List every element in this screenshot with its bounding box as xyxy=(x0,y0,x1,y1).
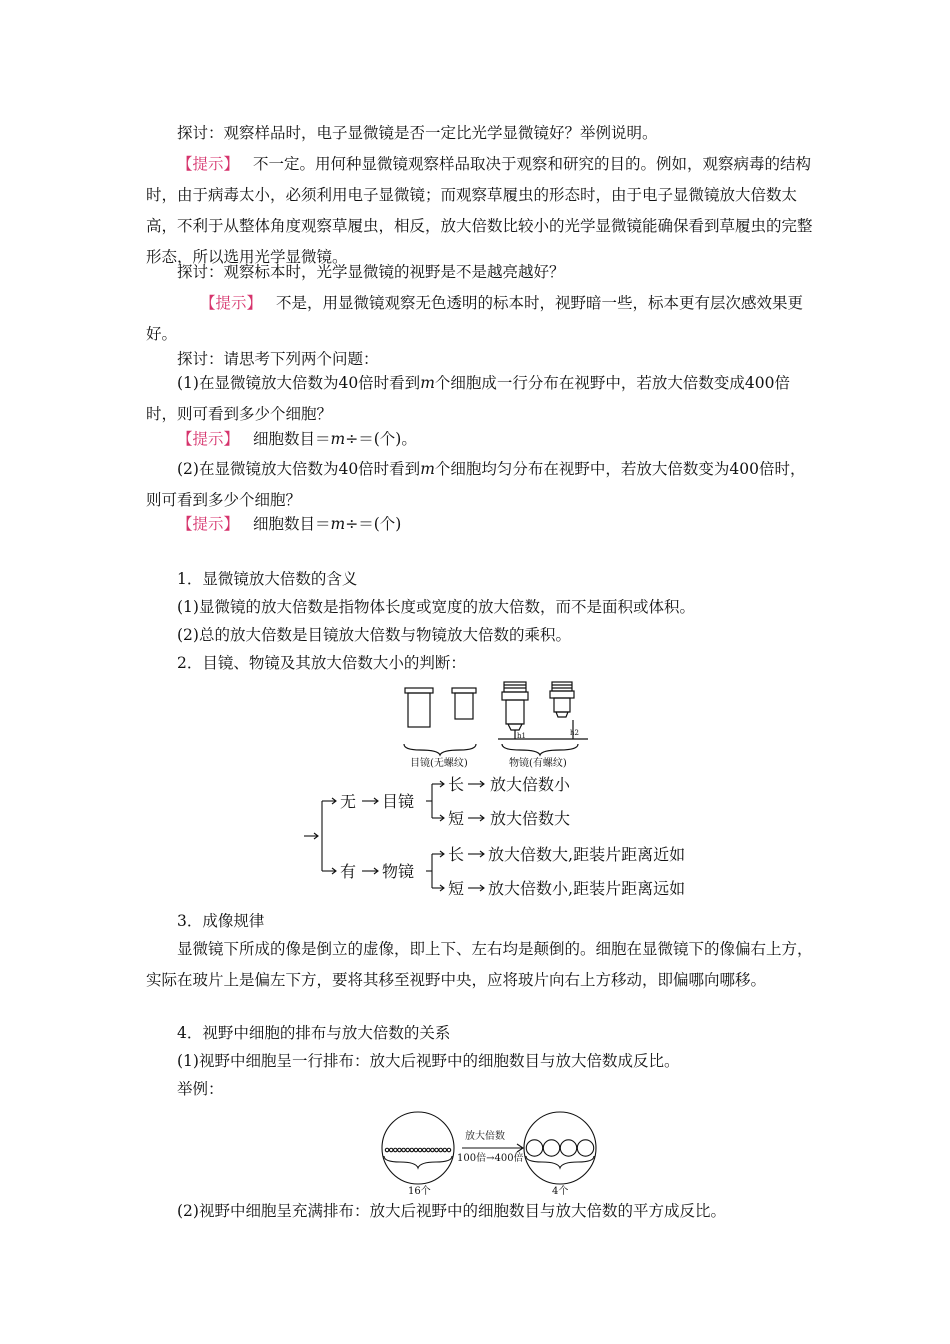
cell-icon xyxy=(577,1140,593,1156)
answer-1-text: 不一定。用何种显微镜观察样品取决于观察和研究的目的。例如，观察病毒的结构时，由于病毒太小，必须利用电子显微镜；而观察草履虫的形态时，由于电子显微镜放大倍数太高，不利于从整体角度观察草履虫，相反，放大倍数比较小的光学显微镜能确保看到草履虫的完整形态，所以选用光学显微镜。 xyxy=(146,155,813,266)
tree-no: 无 xyxy=(340,792,357,811)
tree-eyepiece: 目镜 xyxy=(382,792,415,811)
section-3-body: 显微镜下所成的像是倒立的虚像，即上下、左右均是颠倒的。细胞在显微镜下的像偏右上方，实际在玻片上是偏左下方，要将其移至视野中央，应将玻片向右上方移动，即偏哪向哪移。 xyxy=(146,940,813,989)
a3-2-text-a: 细胞数目＝ xyxy=(253,515,331,533)
cell-icon xyxy=(422,1148,426,1152)
q3-1-text-a: (1)在显微镜放大倍数为40倍时看到 xyxy=(177,374,421,392)
answer-3-2 xyxy=(146,509,816,540)
answer-3-1 xyxy=(146,424,816,455)
h2-label: h2 xyxy=(570,729,579,737)
right-count-label: 4个 xyxy=(552,1186,569,1196)
section-1-item-1: (1)显微镜的放大倍数是指物体长度或宽度的放大倍数，而不是面积或体积。 xyxy=(177,598,695,616)
tree-obj-short-result: 放大倍数小,距装片距离远如 xyxy=(488,879,686,898)
q3-2-text-b: 个细胞均匀分布在视野中，若放大倍数变为400倍时，则可看到多少个细胞？ xyxy=(146,460,806,509)
answer-2 xyxy=(146,288,816,350)
tree-obj-short: 短 xyxy=(448,879,465,898)
eyepiece-short-icon xyxy=(455,693,473,719)
section-4-example: 举例： xyxy=(177,1080,224,1098)
answer-2-text: 不是，用显微镜观察无色透明的标本时，视野暗一些，标本更有层次感效果更好。 xyxy=(146,294,804,343)
question-3: 探讨：请思考下列两个问题： xyxy=(177,350,379,368)
variable-m: m xyxy=(420,460,435,478)
cell-icon xyxy=(431,1148,435,1152)
variable-m: m xyxy=(420,374,435,392)
h1-label: h1 xyxy=(517,732,526,740)
cell-icon xyxy=(427,1148,431,1152)
tip-label: 【提示】 xyxy=(177,515,240,533)
cell-icon xyxy=(418,1148,422,1152)
question-1: 探讨：观察样品时，电子显微镜是否一定比光学显微镜好？举例说明。 xyxy=(177,124,658,142)
eyepiece-caption: 目镜(无螺纹) xyxy=(410,758,468,768)
section-1-title: 1．显微镜放大倍数的含义 xyxy=(177,570,358,588)
right-cell-brace xyxy=(526,1156,594,1168)
cell-icon xyxy=(526,1140,542,1156)
tree-yes: 有 xyxy=(340,862,357,881)
tree-objective: 物镜 xyxy=(382,862,415,881)
question-3-2 xyxy=(146,454,816,516)
tip-label: 【提示】 xyxy=(177,155,240,173)
right-cell-row xyxy=(526,1140,593,1156)
cell-icon xyxy=(394,1148,398,1152)
tree-eye-long: 长 xyxy=(448,775,465,794)
tree-eye-short-result: 放大倍数大 xyxy=(490,809,571,828)
tree-eye-short: 短 xyxy=(448,809,465,828)
cell-icon xyxy=(443,1148,447,1152)
cell-icon xyxy=(439,1148,443,1152)
lens-decision-tree xyxy=(300,770,720,906)
cell-icon xyxy=(385,1148,389,1152)
a3-1-text-b: ÷＝(个)。 xyxy=(345,430,417,448)
tip-label: 【提示】 xyxy=(177,430,240,448)
section-2-title: 2．目镜、物镜及其放大倍数大小的判断： xyxy=(177,654,466,672)
tip-label: 【提示】 xyxy=(200,294,263,312)
left-field-circle xyxy=(382,1112,454,1184)
lens-figure xyxy=(398,680,598,768)
arrow-top-label: 放大倍数 xyxy=(465,1131,505,1142)
objective-caption: 物镜(有螺纹) xyxy=(509,758,567,768)
a3-1-text-a: 细胞数目＝ xyxy=(253,430,331,448)
tree-obj-long-result: 放大倍数大,距装片距离近如 xyxy=(488,845,686,864)
section-4-item-1: (1)视野中细胞呈一行排布：放大后视野中的细胞数目与放大倍数成反比。 xyxy=(177,1052,680,1070)
cell-icon xyxy=(560,1140,576,1156)
arrow-bottom-label: 100倍→400倍 xyxy=(457,1153,524,1164)
eyepiece-short-rim xyxy=(452,688,476,693)
objective-brace xyxy=(502,744,578,755)
section-4-item-2: (2)视野中细胞呈充满排布：放大后视野中的细胞数目与放大倍数的平方成反比。 xyxy=(177,1202,726,1220)
cell-icon xyxy=(414,1148,418,1152)
eyepiece-long-icon xyxy=(408,693,430,727)
a3-2-text-b: ÷＝(个) xyxy=(345,515,402,533)
cell-icon xyxy=(389,1148,393,1152)
q3-1-text-b: 个细胞成一行分布在视野中，若放大倍数变成400倍时，则可看到多少个细胞？ xyxy=(146,374,790,423)
eyepiece-brace xyxy=(404,744,476,755)
tree-eye-long-result: 放大倍数小 xyxy=(490,775,571,794)
cell-icon xyxy=(406,1148,410,1152)
cell-icon xyxy=(435,1148,439,1152)
cell-icon xyxy=(410,1148,414,1152)
left-cell-brace xyxy=(384,1156,452,1168)
field-of-view-figure xyxy=(380,1108,600,1196)
left-cell-row xyxy=(385,1148,450,1152)
q3-2-text-a: (2)在显微镜放大倍数为40倍时看到 xyxy=(177,460,421,478)
objective-short-icon xyxy=(550,682,574,717)
answer-1 xyxy=(146,149,816,273)
left-count-label: 16个 xyxy=(408,1186,431,1196)
cell-icon xyxy=(543,1140,559,1156)
question-2: 探讨：观察标本时，光学显微镜的视野是不是越亮越好？ xyxy=(177,263,565,281)
question-3-1 xyxy=(146,368,816,430)
variable-m: m xyxy=(330,430,346,448)
objective-long-icon xyxy=(502,682,528,730)
cell-icon xyxy=(447,1148,451,1152)
eyepiece-long-rim xyxy=(405,688,433,693)
tree-obj-long: 长 xyxy=(448,845,465,864)
section-4-title: 4．视野中细胞的排布与放大倍数的关系 xyxy=(177,1024,451,1042)
variable-m: m xyxy=(330,515,346,533)
section-3-title: 3．成像规律 xyxy=(177,912,265,930)
section-1-item-2: (2)总的放大倍数是目镜放大倍数与物镜放大倍数的乘积。 xyxy=(177,626,571,644)
cell-icon xyxy=(402,1148,406,1152)
cell-icon xyxy=(398,1148,402,1152)
